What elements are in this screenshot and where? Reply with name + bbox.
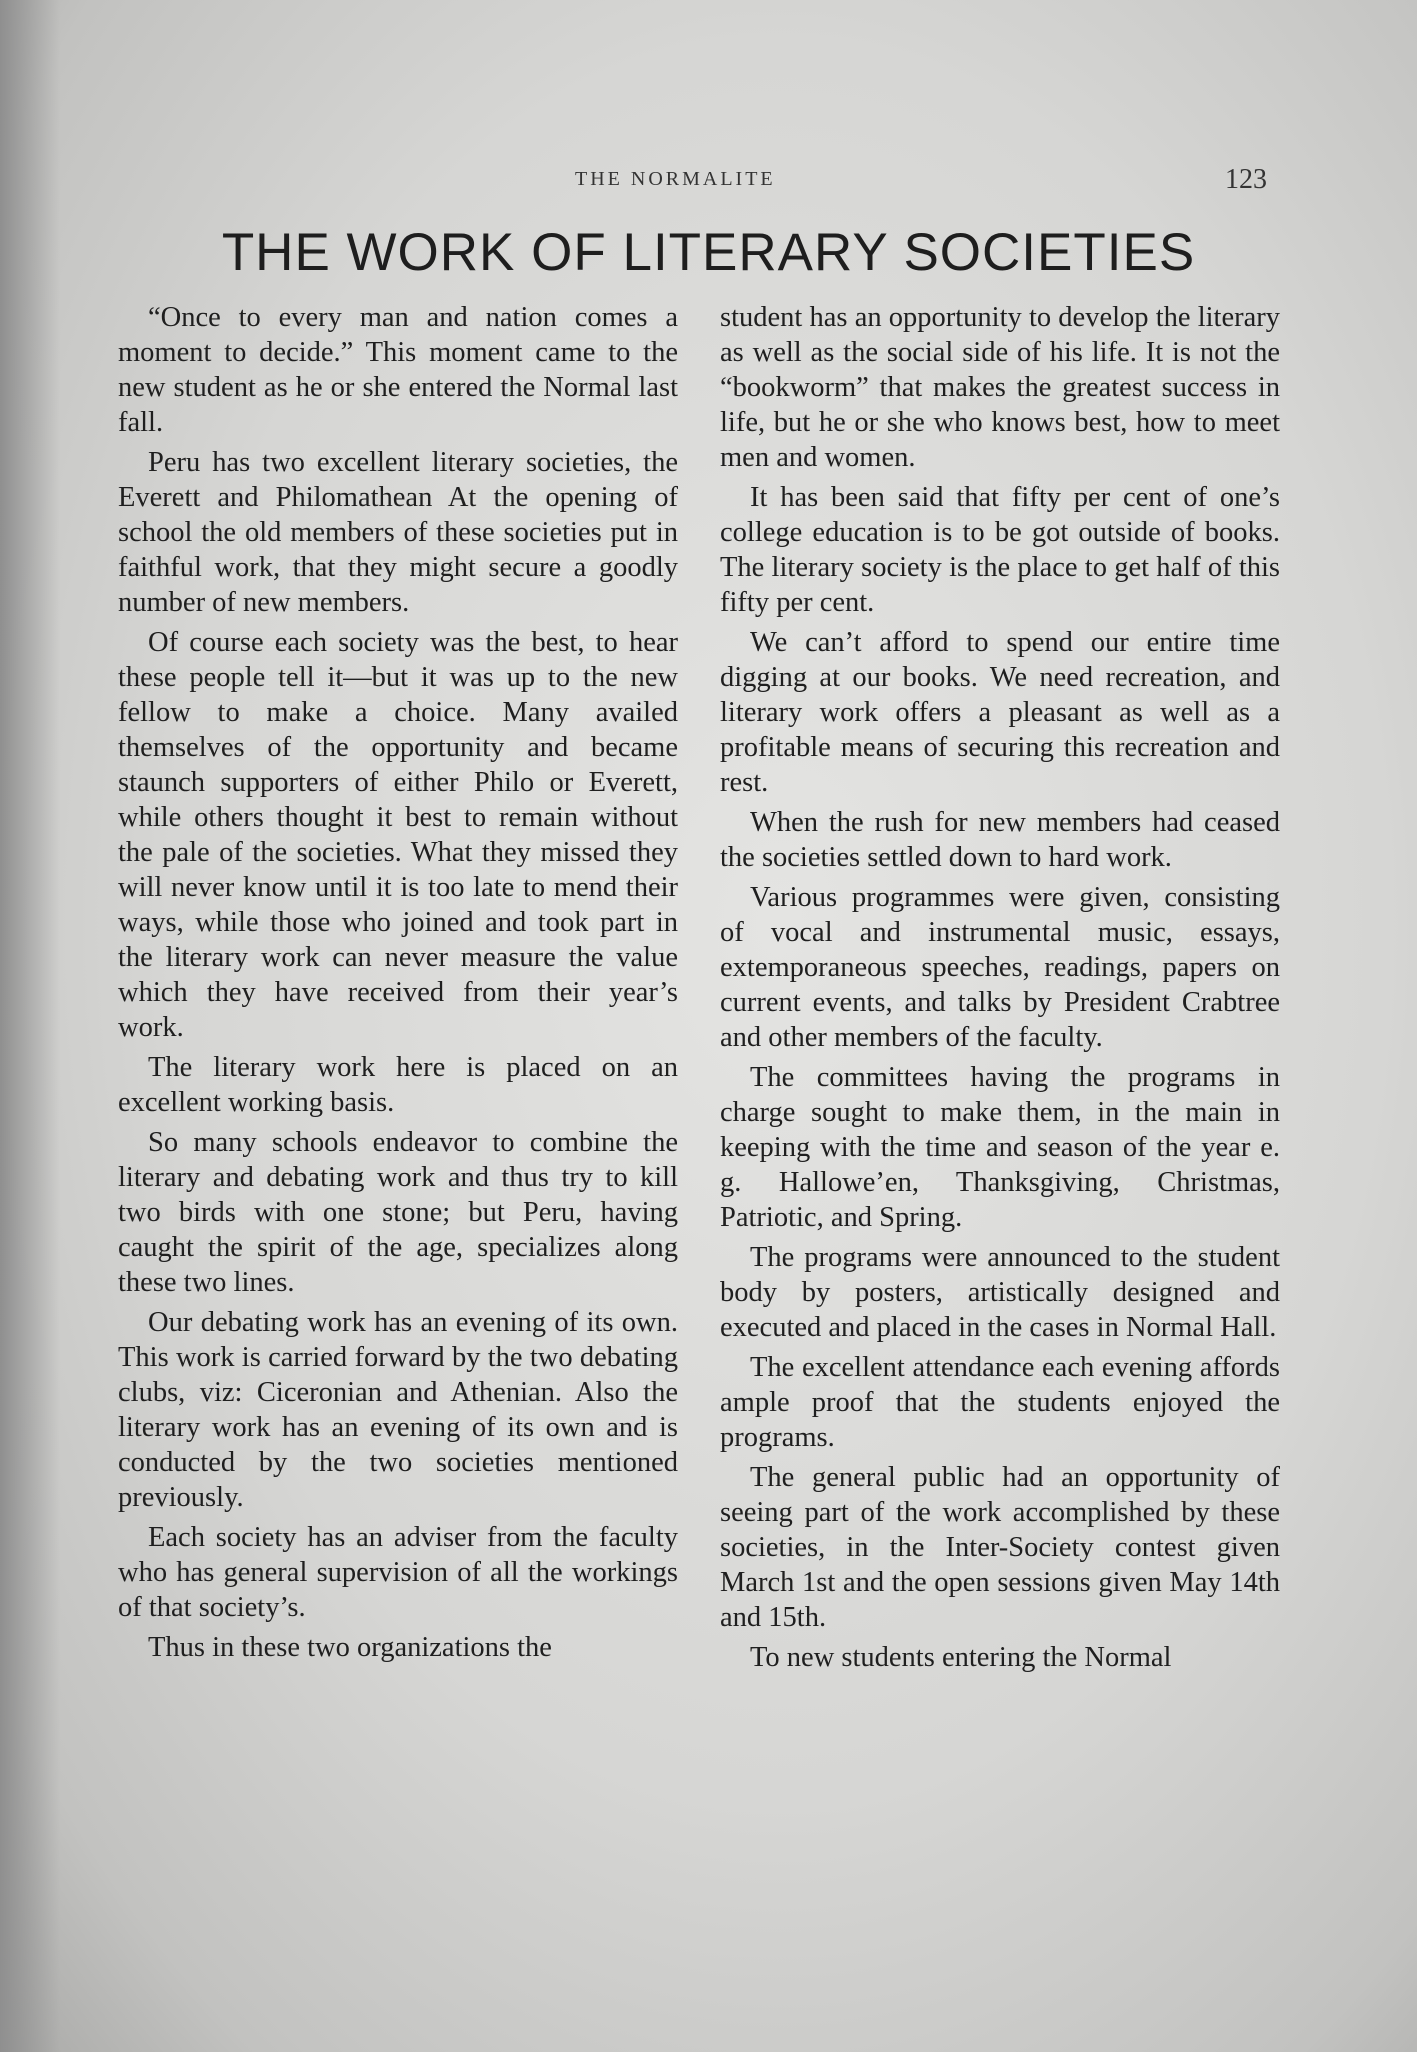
article-title: THE WORK OF LITERARY SOCIETIES xyxy=(221,223,1196,282)
paragraph: The excellent attendance each evening affords ample proof that the students enjoyed the programs. xyxy=(720,1352,1280,1453)
left-column xyxy=(118,300,678,1670)
page-number: 123 xyxy=(1225,164,1267,195)
paragraph-continued: student has an opportunity to develop the literary as well as the social side of his life. It is not the “bookworm” that makes the greatest success in life, but he or she who knows best, how to meet men and women. xyxy=(720,302,1280,473)
paragraph: Peru has two excellent literary societies, the Everett and Philomathean At the opening of school the old members of these societies put in faithful work, that they might secure a goodly number of new members. xyxy=(118,447,678,618)
paragraph: The literary work here is placed on an excellent working basis. xyxy=(118,1052,678,1118)
paragraph: When the rush for new members had ceased the societies settled down to hard work. xyxy=(720,807,1280,873)
running-title: THE NORMALITE xyxy=(575,168,776,190)
paragraph: To new students entering the Normal xyxy=(750,1642,1172,1673)
paragraph: Of course each society was the best, to hear these people tell it—but it was up to the new fellow to make a choice. Many availed themselves of the opportunity and became staunch supporters of either Philo or Everett, while others thought it best to remain without the pale of the societies. What they missed they will never know until it is too late to mend their ways, while those who joined and took part in the literary work can never measure the value which they have received from their year’s work. xyxy=(118,627,678,1043)
paragraph: Thus in these two organizations the xyxy=(148,1632,552,1663)
paragraph: It has been said that fifty per cent of one’s college education is to be got outside of books. The literary society is the place to get half of this fifty per cent. xyxy=(720,482,1280,618)
paragraph: The general public had an opportunity of seeing part of the work accomplished by these societies, in the Inter-Society contest given March 1st and the open sessions given May 14th and 15th. xyxy=(720,1462,1280,1633)
paragraph: We can’t afford to spend our entire time digging at our books. We need recreation, and literary work offers a pleasant as well as a profitable means of securing this recreation and rest. xyxy=(720,627,1280,798)
paragraph: Each society has an adviser from the faculty who has general supervision of all the workings of that society’s. xyxy=(118,1522,678,1623)
paragraph: Our debating work has an evening of its own. This work is carried forward by the two debating clubs, viz: Ciceronian and Athenian. Also the literary work has an evening of its own and is conducted by the two societies mentioned previously. xyxy=(118,1307,678,1513)
paragraph: “Once to every man and nation comes a moment to decide.” This moment came to the new student as he or she entered the Normal last fall. xyxy=(118,302,678,438)
page-shadow-edge xyxy=(0,0,60,2052)
paragraph: The committees having the programs in charge sought to make them, in the main in keeping with the time and season of the year e. g. Hallowe’en, Thanksgiving, Christmas, Patriotic, and Spring. xyxy=(720,1062,1280,1233)
right-column xyxy=(720,300,1280,1680)
paragraph: The programs were announced to the student body by posters, artistically designed and executed and placed in the cases in Normal Hall. xyxy=(720,1242,1280,1343)
paragraph: Various programmes were given, consisting of vocal and instrumental music, essays, extemporaneous speeches, readings, papers on current events, and talks by President Crabtree and other members of the faculty. xyxy=(720,882,1280,1053)
paragraph: So many schools endeavor to combine the literary and debating work and thus try to kill two birds with one stone; but Peru, having caught the spirit of the age, specializes along these two lines. xyxy=(118,1127,678,1298)
page-header xyxy=(0,164,1417,198)
